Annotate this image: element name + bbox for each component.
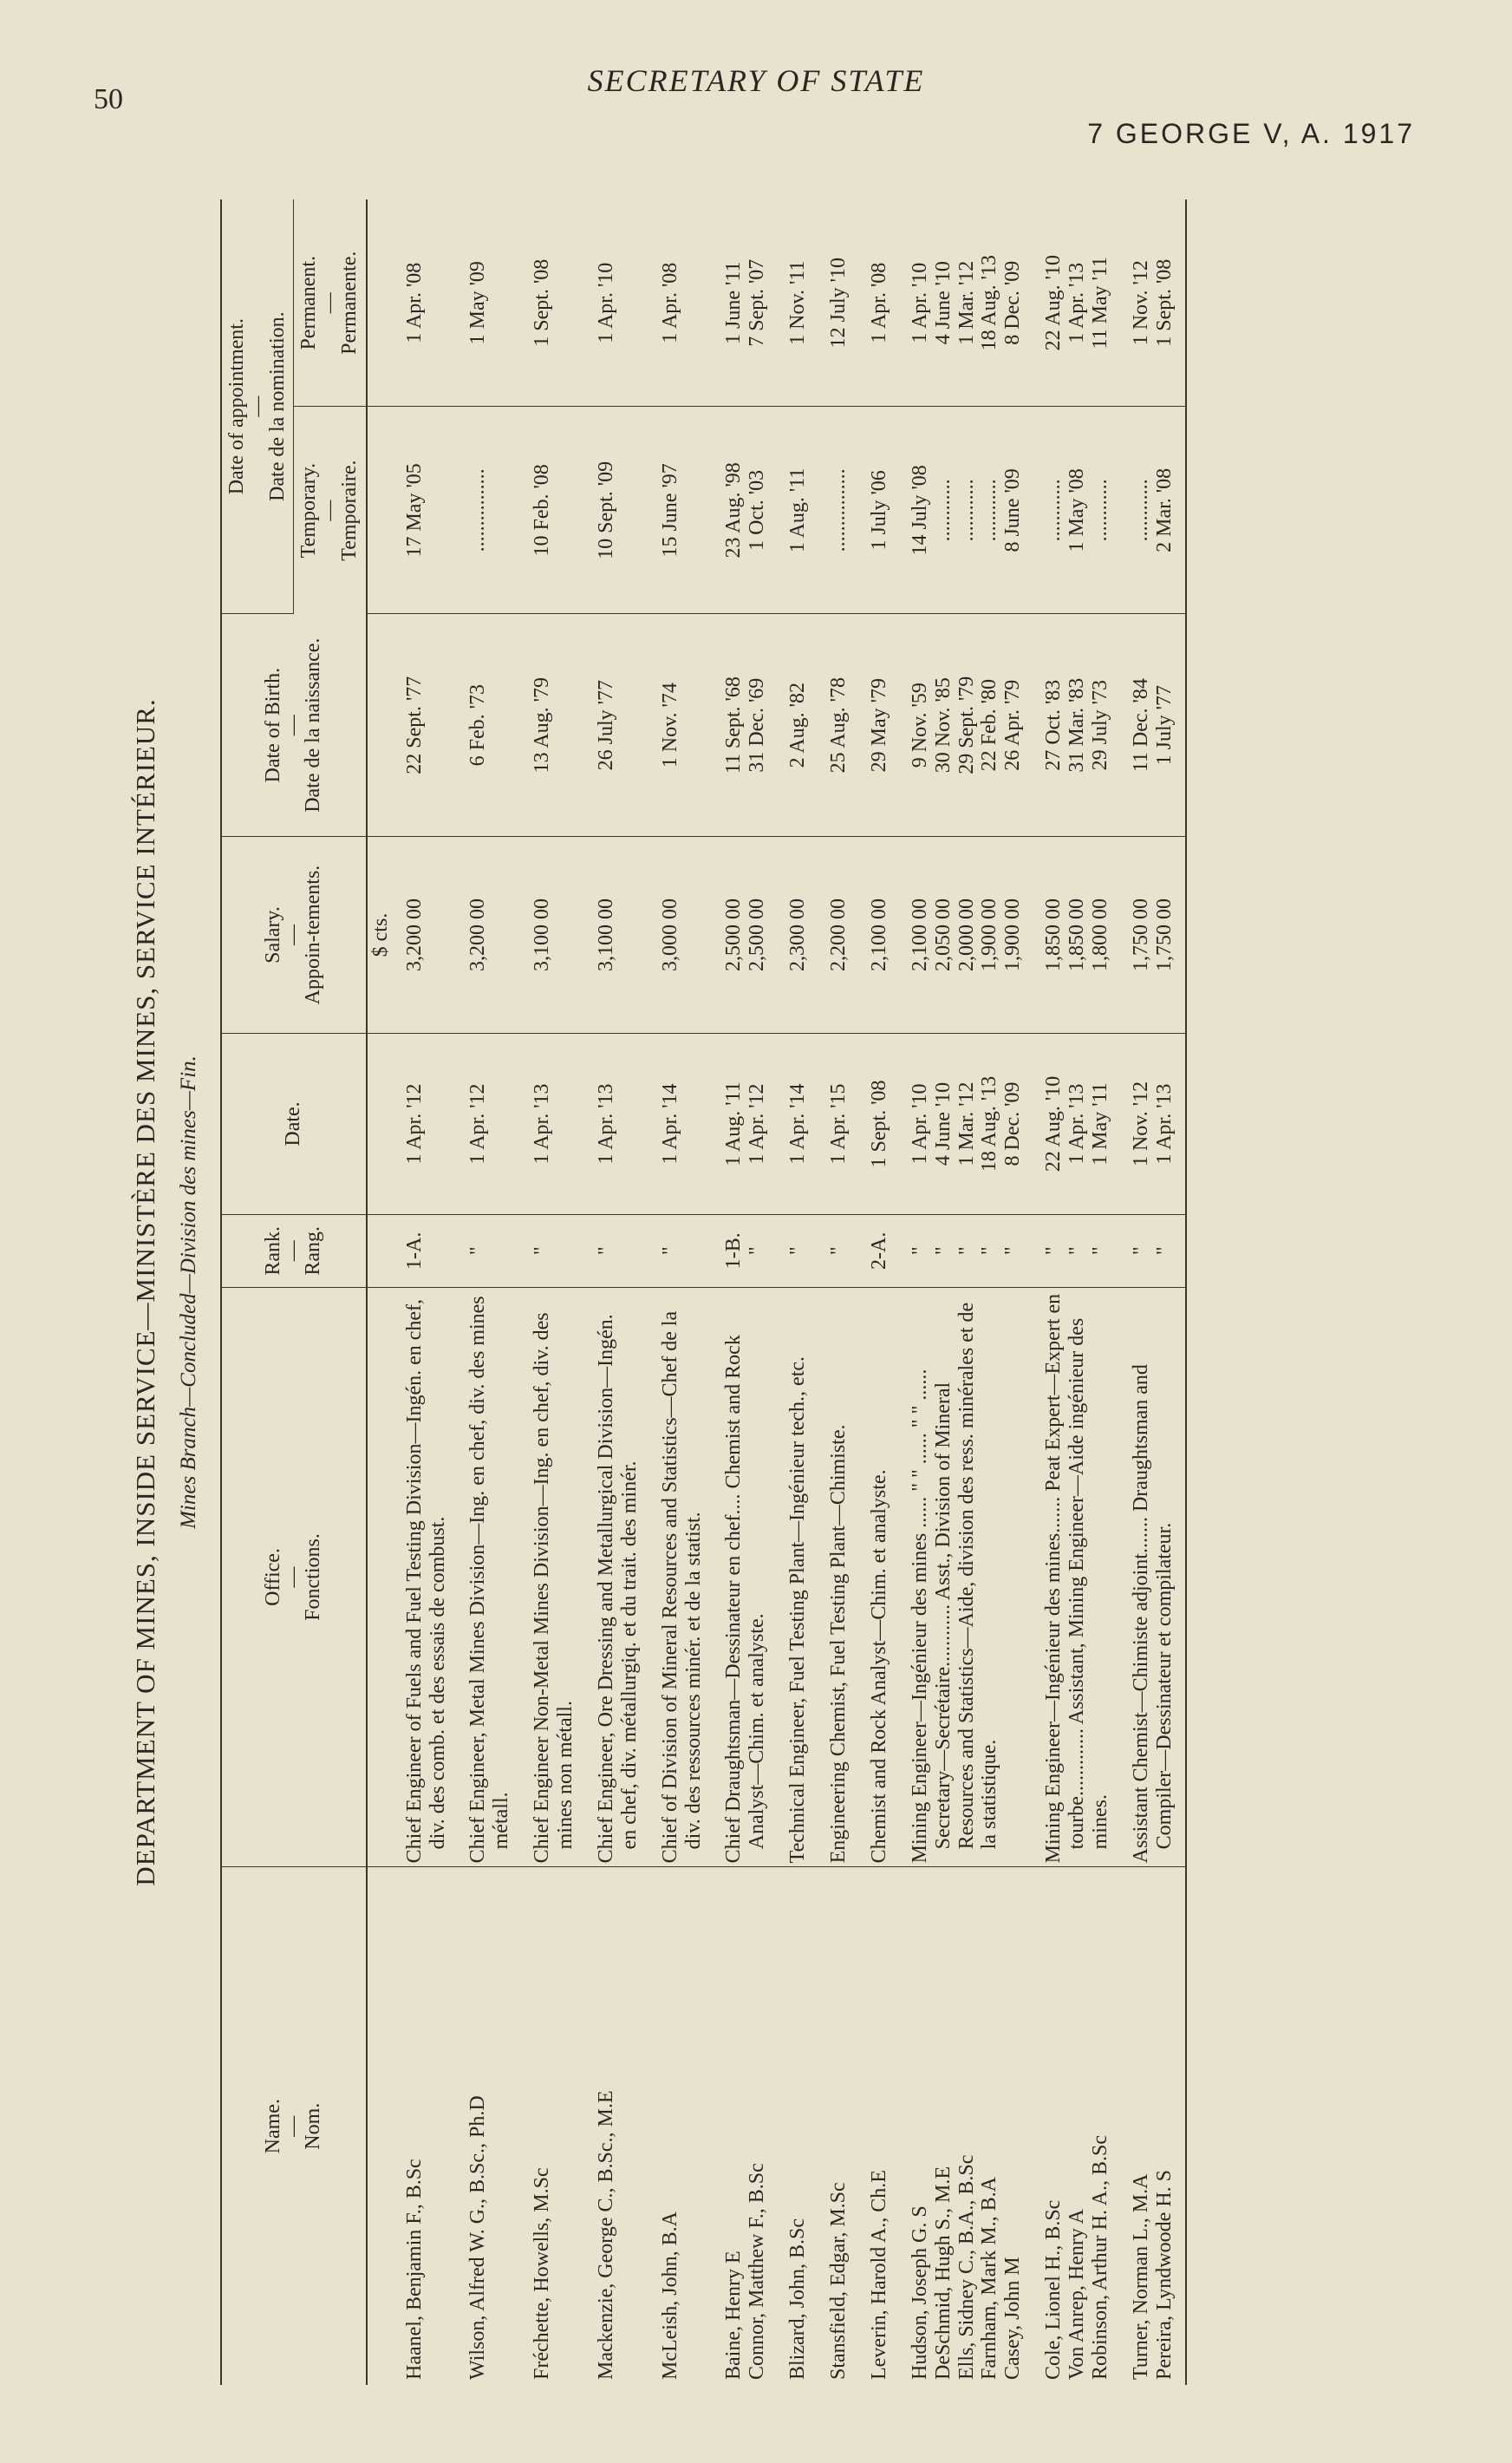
salary-cell (458, 837, 522, 1034)
permanent-cell (1033, 199, 1121, 407)
temporary-cell (1033, 407, 1121, 614)
salary-line: 1,900 00 (978, 898, 1001, 972)
birth-line: 22 Feb. '80 (978, 679, 1001, 772)
header-rank: Rank. — Rang. (221, 1214, 367, 1287)
rank-line: " (1042, 1246, 1066, 1256)
permanent-line: 4 June '10 (931, 261, 955, 345)
salary-line: 3,100 00 (594, 898, 617, 972)
date-line: 1 Sept. '08 (867, 1080, 890, 1168)
permanent-cell (522, 199, 586, 407)
date-line: 22 Aug. '10 (1042, 1075, 1066, 1173)
permanent-cell (859, 199, 900, 407)
temporary-line: ............ (1129, 479, 1152, 542)
currency-row (367, 199, 394, 2385)
birth-line: 29 May '79 (867, 678, 890, 773)
date-cell (650, 1033, 714, 1214)
date-line: 1 Apr. '10 (908, 1083, 931, 1165)
rank-cell (778, 1214, 818, 1287)
running-head: SECRETARY OF STATE (587, 63, 925, 98)
rank-line: 1-A. (402, 1232, 426, 1270)
date-cell (714, 1033, 778, 1214)
birth-cell (458, 614, 522, 837)
date-line: 1 Apr. '12 (746, 1083, 769, 1165)
permanent-line: 1 Nov. '11 (786, 260, 810, 345)
date-cell (1033, 1033, 1121, 1214)
date-line: 1 Nov. '12 (1129, 1081, 1152, 1167)
temporary-cell (778, 407, 818, 614)
salary-cell (586, 837, 650, 1034)
date-line: 1 May '11 (1088, 1082, 1111, 1166)
temporary-line: 17 May '05 (402, 463, 426, 558)
header-date: Date. (221, 1033, 367, 1214)
birth-line: 29 Sept. '79 (955, 676, 978, 774)
date-cell (859, 1033, 900, 1214)
rank-cell (458, 1214, 522, 1287)
salary-line: 1,750 00 (1129, 898, 1152, 972)
date-line: 1 Aug. '11 (722, 1081, 746, 1166)
salary-cell (778, 837, 818, 1034)
temporary-cell (818, 407, 859, 614)
temporary-line: ............ (931, 479, 955, 542)
office-cell: Mining Engineer—Ingénieur des mines ...... " " ...... " " ...... Secretary—Secrétaire............ Asst., Division of Mineral Resources and Statistics—Aide, division des ress. minérales et de la statistique. (900, 1287, 1033, 1867)
table-row (458, 199, 522, 2385)
date-cell (778, 1033, 818, 1214)
salary-cell (900, 837, 1033, 1034)
name-cell (522, 1867, 586, 2385)
permanent-line: 1 Apr. '10 (908, 262, 931, 343)
page-number: 50 (94, 83, 123, 115)
salary-cell (522, 837, 586, 1034)
staff-table (220, 199, 1187, 2385)
permanent-line: 12 July '10 (827, 258, 850, 349)
date-line: 1 Apr. '13 (594, 1083, 617, 1165)
rank-line: 1-B. (722, 1232, 746, 1270)
rank-line: " (908, 1246, 931, 1256)
date-line: 1 Apr. '13 (1152, 1083, 1176, 1165)
rank-line: " (531, 1246, 554, 1256)
birth-cell (522, 614, 586, 837)
name-line: Fréchette, Howells, M.Sc (531, 2167, 554, 2380)
salary-line: 2,100 00 (908, 898, 931, 972)
rank-line: " (786, 1246, 810, 1256)
permanent-line: 1 Apr. '13 (1066, 262, 1088, 343)
rank-cell (859, 1214, 900, 1287)
document-title: DEPARTMENT OF MINES, INSIDE SERVICE—MINISTÈRE DES MINES, SERVICE INTÉRIEUR. (130, 698, 160, 1886)
temporary-line: 10 Feb. '08 (531, 464, 554, 557)
rank-cell (650, 1214, 714, 1287)
birth-line: 26 July '77 (594, 680, 617, 771)
name-cell (1121, 1867, 1186, 2385)
date-cell (586, 1033, 650, 1214)
birth-line: 25 Aug. '78 (827, 677, 850, 774)
date-line: 1 Apr. '13 (531, 1083, 554, 1165)
salary-cell (714, 837, 778, 1034)
office-cell: Engineering Chemist, Fuel Testing Plant—Chimiste. (818, 1287, 859, 1867)
birth-line: 9 Nov. '59 (908, 683, 931, 768)
temporary-line: ............ (955, 479, 978, 542)
name-line: Farnham, Mark M., B.A (978, 2177, 1001, 2380)
salary-line: 1,850 00 (1066, 898, 1088, 972)
birth-cell (1033, 614, 1121, 837)
permanent-line: 1 Sept. '08 (1152, 258, 1176, 347)
permanent-line: 22 Aug. '10 (1042, 255, 1066, 351)
currency-unit: $ cts. (367, 837, 394, 1034)
salary-cell (818, 837, 859, 1034)
name-cell (859, 1867, 900, 2385)
date-line: 1 Mar. '12 (955, 1081, 978, 1166)
temporary-cell (586, 407, 650, 614)
name-line: DeSchmid, Hugh S., M.E (931, 2166, 955, 2380)
header-temporary: Temporary. — Temporaire. (294, 407, 367, 614)
name-cell (394, 1867, 459, 2385)
birth-line: 11 Sept. '68 (722, 676, 746, 774)
permanent-cell (778, 199, 818, 407)
table-body (367, 199, 1186, 2385)
rank-line: " (658, 1246, 681, 1256)
permanent-line: 1 Sept. '08 (531, 258, 554, 347)
table-row (394, 199, 459, 2385)
salary-line: 3,100 00 (531, 898, 554, 972)
name-line: Ells, Sidney C., B.A., B.Sc (955, 2154, 978, 2380)
temporary-line: 14 July '08 (908, 465, 931, 556)
salary-cell (1121, 837, 1186, 1034)
salary-line: 1,750 00 (1152, 898, 1176, 972)
regnal-year: 7 GEORGE V, A. 1917 (1087, 118, 1415, 149)
temporary-line: 1 Aug. '11 (786, 467, 810, 553)
salary-line: 2,500 00 (746, 898, 769, 972)
birth-line: 1 Nov. '74 (658, 683, 681, 768)
name-line: Von Anrep, Henry A (1066, 2209, 1088, 2380)
permanent-cell (394, 199, 459, 407)
table-row (650, 199, 714, 2385)
temporary-line: 1 May '08 (1066, 468, 1088, 552)
salary-line: 2,200 00 (827, 898, 850, 972)
rank-cell (900, 1214, 1033, 1287)
date-cell (458, 1033, 522, 1214)
name-line: Cole, Lionel H., B.Sc (1042, 2199, 1066, 2380)
table-row (778, 199, 818, 2385)
temporary-line: ............ (978, 479, 1001, 542)
document-subtitle: Mines Branch—Concluded—Division des mines—Fin. (177, 1055, 200, 1529)
temporary-cell (458, 407, 522, 614)
header-name: Name. — Nom. (221, 1867, 367, 2385)
office-cell: Chief Engineer, Metal Mines Division—Ing. en chef, div. des mines métall. (458, 1287, 522, 1867)
name-cell (458, 1867, 522, 2385)
rank-cell (394, 1214, 459, 1287)
permanent-cell (586, 199, 650, 407)
permanent-line: 11 May '11 (1088, 256, 1111, 350)
temporary-line: 15 June '97 (658, 463, 681, 558)
table-row (714, 199, 778, 2385)
rank-line: " (931, 1246, 955, 1256)
rank-line: " (978, 1246, 1001, 1256)
rank-line: " (827, 1246, 850, 1256)
name-cell (818, 1867, 859, 2385)
header-salary: Salary. — Appoin-tements. (221, 837, 367, 1034)
birth-line: 2 Aug. '82 (786, 683, 810, 768)
rank-line: " (466, 1246, 490, 1256)
temporary-line: ................ (827, 468, 850, 552)
date-line: 8 Dec. '09 (1001, 1081, 1025, 1166)
table-row (586, 199, 650, 2385)
name-line: Connor, Matthew F., B.Sc (746, 2163, 769, 2380)
birth-line: 27 Oct. '83 (1042, 679, 1066, 771)
salary-line: 1,900 00 (1001, 898, 1025, 972)
birth-line: 26 Apr. '79 (1001, 679, 1025, 771)
name-line: Turner, Norman L., M.A (1129, 2173, 1152, 2380)
temporary-cell (650, 407, 714, 614)
temporary-line: 1 Oct. '03 (746, 469, 769, 551)
salary-line: 1,800 00 (1088, 898, 1111, 972)
office-cell: Chief Draughtsman—Dessinateur en chef.... Chemist and Rock Analyst—Chim. et analyste. (714, 1287, 778, 1867)
office-cell: Chief Engineer, Ore Dressing and Metallurgical Division—Ingén. en chef, div. métallurgiq. et du trait. des minér. (586, 1287, 650, 1867)
date-line: 1 Apr. '14 (786, 1083, 810, 1165)
temporary-cell (859, 407, 900, 614)
rank-cell (522, 1214, 586, 1287)
rank-line: " (955, 1246, 978, 1256)
office-cell: Assistant Chemist—Chimiste adjoint....... Draughtsman and Compiler—Dessinateur et compilateur. (1121, 1287, 1186, 1867)
permanent-cell (900, 199, 1033, 407)
date-cell (394, 1033, 459, 1214)
permanent-line: 8 Dec. '09 (1001, 260, 1025, 345)
birth-cell (900, 614, 1033, 837)
name-line: Stansfield, Edgar, M.Sc (827, 2182, 850, 2380)
permanent-cell (1121, 199, 1186, 407)
temporary-line: 1 July '06 (867, 470, 890, 551)
header-birth: Date of Birth. — Date de la naissance. (221, 614, 367, 837)
table-row (1033, 199, 1121, 2385)
table-row (818, 199, 859, 2385)
birth-cell (1121, 614, 1186, 837)
salary-line: 1,850 00 (1042, 898, 1066, 972)
temporary-cell (522, 407, 586, 614)
birth-line: 11 Dec. '84 (1129, 678, 1152, 773)
office-cell: Chemist and Rock Analyst—Chim. et analyste. (859, 1287, 900, 1867)
date-line: 1 Apr. '15 (827, 1083, 850, 1165)
office-cell: Chief of Division of Mineral Resources and Statistics—Chef de la div. des ressources minér. et de la statist. (650, 1287, 714, 1867)
date-line: 1 Apr. '13 (1066, 1083, 1088, 1165)
birth-line: 29 July '73 (1088, 680, 1111, 771)
salary-cell (394, 837, 459, 1034)
rank-line: " (594, 1246, 617, 1256)
permanent-cell (714, 199, 778, 407)
permanent-line: 1 Mar. '12 (955, 260, 978, 345)
permanent-line: 1 Apr. '08 (658, 262, 681, 343)
birth-line: 1 July '77 (1152, 685, 1176, 766)
header-appointment: Date of appointment. — Date de la nomination. (221, 199, 294, 614)
salary-line: 2,500 00 (722, 898, 746, 972)
birth-cell (650, 614, 714, 837)
salary-cell (1033, 837, 1121, 1034)
name-line: Leverin, Harold A., Ch.E (867, 2170, 890, 2380)
name-line: Mackenzie, George C., B.Sc., M.E (594, 2090, 617, 2380)
name-line: McLeish, John, B.A (658, 2211, 681, 2380)
birth-line: 22 Sept. '77 (402, 676, 426, 774)
date-line: 1 Apr. '12 (466, 1083, 490, 1165)
birth-cell (394, 614, 459, 837)
birth-cell (586, 614, 650, 837)
birth-cell (714, 614, 778, 837)
salary-line: 3,200 00 (402, 898, 426, 972)
temporary-line: 10 Sept. '09 (594, 461, 617, 559)
rank-cell (818, 1214, 859, 1287)
permanent-line: 1 Apr. '10 (594, 262, 617, 343)
date-cell (522, 1033, 586, 1214)
rank-cell (1121, 1214, 1186, 1287)
table-row (900, 199, 1033, 2385)
birth-line: 31 Dec. '69 (746, 677, 769, 773)
salary-line: 2,300 00 (786, 898, 810, 972)
salary-cell (650, 837, 714, 1034)
birth-cell (859, 614, 900, 837)
rank-line: 2-A. (867, 1232, 890, 1270)
table-row (1121, 199, 1186, 2385)
birth-line: 13 Aug. '79 (531, 677, 554, 774)
office-cell: Chief Engineer Non-Metal Mines Division—Ing. en chef, div. des mines non métall. (522, 1287, 586, 1867)
date-cell (1121, 1033, 1186, 1214)
date-line: 18 Aug. '13 (978, 1075, 1001, 1173)
rank-line: " (746, 1246, 769, 1256)
permanent-line: 1 Apr. '08 (867, 262, 890, 343)
date-cell (818, 1033, 859, 1214)
birth-line: 30 Nov. '85 (931, 677, 955, 774)
temporary-line: ................ (466, 468, 490, 552)
name-line: Casey, John M (1001, 2257, 1025, 2380)
permanent-cell (458, 199, 522, 407)
permanent-line: 7 Sept. '07 (746, 258, 769, 347)
salary-line: 2,000 00 (955, 898, 978, 972)
temporary-cell (714, 407, 778, 614)
date-line: 4 June '10 (931, 1081, 955, 1166)
rank-cell (1033, 1214, 1121, 1287)
temporary-line: ............ (1042, 479, 1066, 542)
office-cell: Mining Engineer—Ingénieur des mines....... Peat Expert—Expert en tourbe............. Assistant, Mining Engineer—Aide ingénieur des mines. (1033, 1287, 1121, 1867)
temporary-cell (1121, 407, 1186, 614)
name-line: Haanel, Benjamin F., B.Sc (402, 2159, 426, 2380)
salary-line: 3,200 00 (466, 898, 490, 972)
name-cell (1033, 1867, 1121, 2385)
name-cell (714, 1867, 778, 2385)
birth-cell (818, 614, 859, 837)
date-cell (900, 1033, 1033, 1214)
date-line: 1 Apr. '12 (402, 1083, 426, 1165)
name-cell (778, 1867, 818, 2385)
name-line: Robinson, Arthur H. A., B.Sc (1088, 2134, 1111, 2380)
table-row (859, 199, 900, 2385)
birth-line: 31 Mar. '83 (1066, 677, 1088, 773)
temporary-cell (900, 407, 1033, 614)
permanent-cell (818, 199, 859, 407)
birth-line: 6 Feb. '73 (466, 684, 490, 767)
name-line: Pereira, Lyndwoode H. S (1152, 2170, 1176, 2380)
name-line: Blizard, John, B.Sc (786, 2218, 810, 2380)
name-cell (586, 1867, 650, 2385)
salary-line: 2,100 00 (867, 898, 890, 972)
header-permanent: Permanent. — Permanente. (294, 199, 367, 407)
rank-line: " (1066, 1246, 1088, 1256)
temporary-line: 8 June '09 (1001, 468, 1025, 552)
rank-line: " (1152, 1246, 1176, 1256)
name-cell (900, 1867, 1033, 2385)
salary-line: 3,000 00 (658, 898, 681, 972)
name-cell (650, 1867, 714, 2385)
permanent-line: 1 June '11 (722, 261, 746, 344)
salary-line: 2,050 00 (931, 898, 955, 972)
temporary-line: ............ (1088, 479, 1111, 542)
temporary-line: 23 Aug. '98 (722, 462, 746, 559)
permanent-line: 1 Apr. '08 (402, 262, 426, 343)
birth-cell (778, 614, 818, 837)
name-line: Baine, Henry E (722, 2251, 746, 2380)
header-office: Office. — Fonctions. (221, 1287, 367, 1867)
rank-line: " (1088, 1246, 1111, 1256)
temporary-line: 2 Mar. '08 (1152, 467, 1176, 552)
permanent-cell (650, 199, 714, 407)
permanent-line: 1 May '09 (466, 261, 490, 345)
temporary-cell (394, 407, 459, 614)
date-line: 1 Apr. '14 (658, 1083, 681, 1165)
rotated-table-sheet (121, 199, 1431, 2385)
name-line: Hudson, Joseph G. S (908, 2205, 931, 2380)
permanent-line: 1 Nov. '12 (1129, 260, 1152, 346)
permanent-line: 18 Aug. '13 (978, 255, 1001, 351)
rank-cell (714, 1214, 778, 1287)
rank-line: " (1129, 1246, 1152, 1256)
rank-cell (586, 1214, 650, 1287)
office-cell: Technical Engineer, Fuel Testing Plant—Ingénieur tech., etc. (778, 1287, 818, 1867)
table-row (522, 199, 586, 2385)
office-cell: Chief Engineer of Fuels and Fuel Testing Division—Ingén. en chef, div. des comb. et des essais de combust. (394, 1287, 459, 1867)
salary-cell (859, 837, 900, 1034)
name-line: Wilson, Alfred W. G., B.Sc., Ph.D (466, 2095, 490, 2380)
rank-line: " (1001, 1246, 1025, 1256)
